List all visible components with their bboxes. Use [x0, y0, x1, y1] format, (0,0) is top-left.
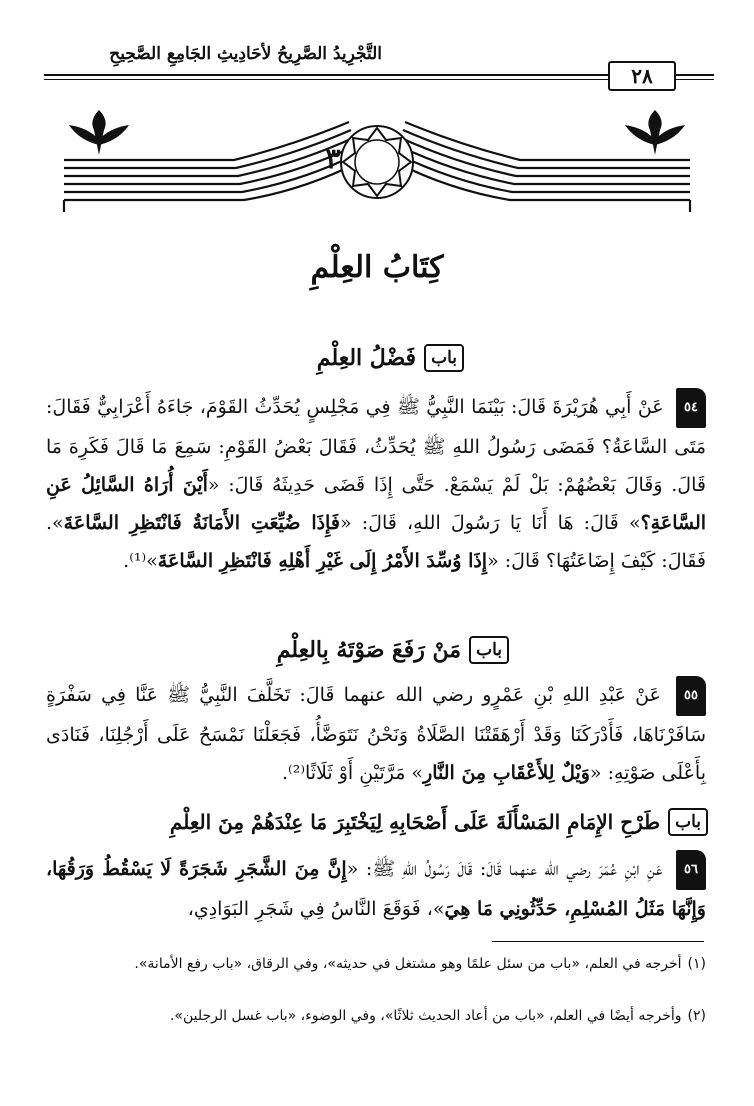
- footnote-text: أخرجه في العلم، «باب من سئل علمًا وهو مشتغل في حديثه»، وفي الرقاق، «باب رفع الأمانة».: [134, 956, 682, 972]
- hadith-text: عَنْ أَبِي هُرَيْرَةَ قَالَ: بَيْنَمَا النَّبِيُّ ﷺ فِي مَجْلِسٍ يُحَدِّثُ القَوْمَ، جَاءَهُ أَعْرَابِيٌّ فَقَالَ: مَتَى السَّاعَةُ؟ فَمَضَى رَسُولُ اللهِ ﷺ يُحَدِّثُ، فَقَالَ بَعْضُ القَوْمِ: سَمِعَ مَا قَالَ فَكَرِهَ مَا قَالَ. وَقَالَ بَعْضُهُمْ: بَلْ لَمْ يَسْمَعْ. حَتَّى إِذَا قَضَى حَدِيثَهُ قَالَ: «: [46, 396, 706, 496]
- footnote-number: (٢): [687, 1008, 706, 1024]
- section-title: فَضْلُ العِلْمِ: [316, 345, 417, 371]
- section-heading: [317, 344, 464, 372]
- hadith-text: »⁽¹⁾.: [123, 550, 158, 572]
- hadith-text: »، فَوَقَعَ النَّاسُ فِي شَجَرِ البَوَادِي،: [187, 898, 445, 920]
- chapter-ornament: [44, 100, 710, 230]
- hadith-quote: أَيْنَ أُرَاهُ السَّائِلُ عَنِ السَّاعَةِ؟: [46, 474, 707, 534]
- chapter-title: كِتَابُ العِلْمِ: [310, 250, 444, 285]
- page-number: ٢٨: [608, 61, 676, 91]
- hadith-quote: إِنَّ مِنَ الشَّجَرِ شَجَرَةً لَا يَسْقُطُ وَرَقُهَا، وَإِنَّهَا مَثَلُ المُسْلِمِ، حَدِّثُونِي مَا هِيَ: [46, 858, 706, 920]
- footnote-text: وأخرجه أيضًا في العلم، «باب من أعاد الحديث ثلاثًا»، وفي الوضوء، «باب غسل الرجلين».: [169, 1008, 682, 1024]
- hadith-number: ٥٥: [676, 676, 706, 716]
- section-title: مَنْ رَفَعَ صَوْتَهُ بِالعِلْمِ: [276, 637, 462, 663]
- hadith-paragraph: [46, 388, 706, 580]
- hadith-text: عَنْ عَبْدِ اللهِ بْنِ عَمْرٍو رضي الله عنهما قَالَ: تَخَلَّفَ النَّبِيُّ ﷺ عَنَّا فِي سَفْرَةٍ سَافَرْنَاهَا، فَأَدْرَكَنَا وَقَدْ أَرْهَقَتْنَا الصَّلَاةُ وَنَحْنُ نَتَوَضَّأُ، فَجَعَلْنَا نَمْسَحُ عَلَى أَرْجُلِنَا، فَنَادَى بِأَعْلَى صَوْتِهِ: «: [46, 684, 706, 784]
- hadith-text: عَنِ ابْنِ عُمَرَ رضي الله عنهما قَالَ: قَالَ رَسُولُ اللهِ ﷺ: «: [346, 858, 663, 880]
- hadith-text: » قَالَ: هَا أَنَا يَا رَسُولَ اللهِ، قَالَ: «: [339, 512, 641, 534]
- bab-label: باب: [469, 636, 509, 664]
- section-title: طَرْحِ الإِمَامِ المَسْأَلَةَ عَلَى أَصْحَابِهِ لِيَخْتَبِرَ مَا عِنْدَهُمْ مِنَ العِلْمِ: [169, 810, 661, 834]
- hadith-number: ٥٦: [676, 850, 706, 890]
- hadith-quote: إِذَا وُسِّدَ الأَمْرُ إِلَى غَيْرِ أَهْلِهِ فَانْتَظِرِ السَّاعَةَ: [157, 550, 488, 572]
- hadith-paragraph: [46, 676, 706, 792]
- bab-label: باب: [424, 344, 464, 372]
- footnote-number: (١): [687, 956, 706, 972]
- hadith-text: ». فَقَالَ: كَيْفَ إِضَاعَتُهَا؟ قَالَ: «: [46, 512, 706, 572]
- footnote: [46, 1004, 706, 1028]
- hadith-number: ٥٤: [676, 388, 706, 428]
- footnote: [46, 952, 706, 976]
- chapter-number: ٣: [325, 142, 341, 175]
- running-title: التَّجْرِيدُ الصَّرِيحُ لأحَادِيثِ الجَامِعِ الصَّحِيحِ: [109, 44, 382, 64]
- section-heading: [277, 636, 509, 664]
- hadith-quote: فَإِذَا ضُيِّعَتِ الأَمَانَةُ فَانْتَظِرِ السَّاعَةَ: [63, 512, 340, 534]
- hadith-text: » مَرَّتَيْنِ أَوْ ثَلَاثًا⁽²⁾.: [282, 762, 424, 784]
- section-heading: [170, 808, 708, 836]
- hadith-quote: وَيْلٌ لِلأَعْقَابِ مِنَ النَّارِ: [423, 762, 590, 784]
- hadith-paragraph: [46, 850, 706, 928]
- footnote-rule: [492, 941, 704, 942]
- bab-label: باب: [668, 808, 708, 836]
